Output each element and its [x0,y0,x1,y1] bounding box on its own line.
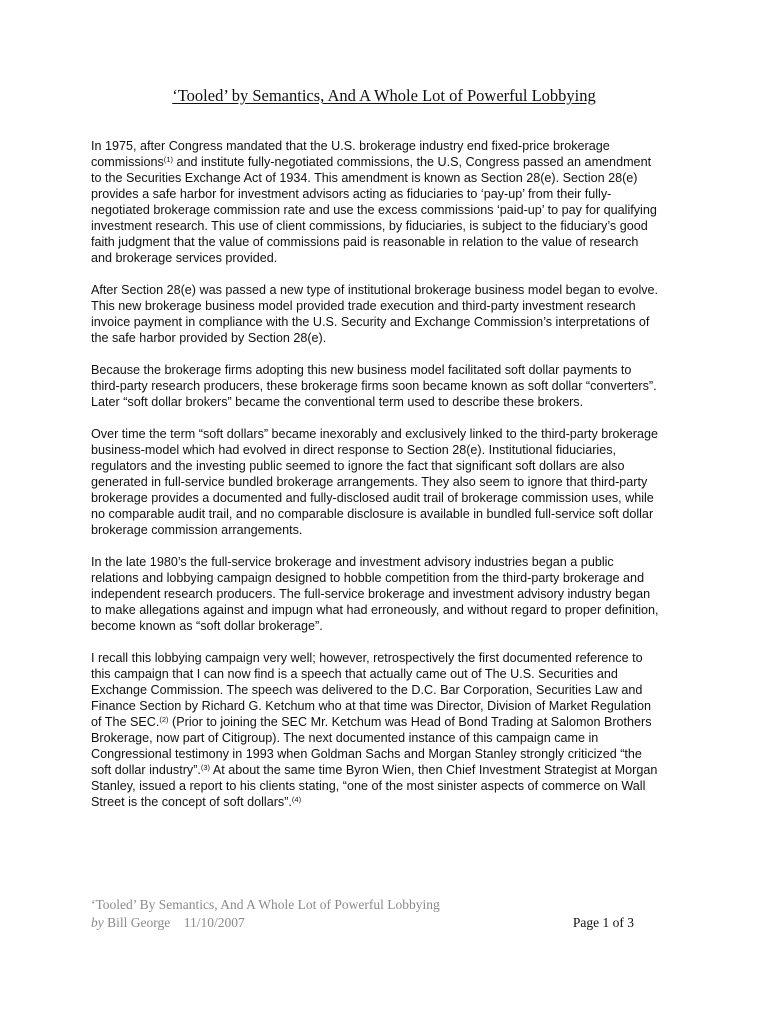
footer-title: ‘Tooled’ By Semantics, And A Whole Lot of Powerful Lobbying [91,897,440,912]
paragraph-1 [91,138,661,266]
paragraph-3: Because the brokerage firms adopting this new business model facilitated soft dollar payments to third-party research producers, these brokerage firms soon became known as soft dollar “converters”. Later “soft dollar brokers” became the conventional term used to describe these brokers. [91,363,657,409]
paragraph-1-text-a: In 1975, after Congress mandated that the U.S. brokerage industry end fixed-price brokerage commissions [91,139,610,169]
footnote-ref-4: (4) [291,795,302,804]
paragraph-1-text-b: and institute fully-negotiated commissions, the U.S, Congress passed an amendment to the Securities Exchange Act of 1934. This amendment is known as Section 28(e). Section 28(e) provides a safe harbor for investment advisors acting as fiduciaries to ‘pay-up’ from their fully-negotiated brokerage commission rate and use the excess commissions ‘paid-up’ to pay for qualifying investment research. This use of client commissions, by fiduciaries, is subject to the fiduciary’s good faith judgment that the value of commissions paid is reasonable in relation to the value of research and brokerage services provided. [91,155,657,265]
footnote-ref-2: (2) [159,715,169,724]
paragraph-6-text-b: (Prior to joining the SEC Mr. Ketchum was Head of Bond Trading at Salomon Brothers Brokerage, now part of Citigroup). The next documented instance of this campaign came in Congressional testimony in 1993 when Goldman Sachs and Morgan Stanley strongly criticized “the soft dollar industry”. [91,715,652,777]
footer-date: 11/10/2007 [183,915,245,930]
footnote-ref-1: (1) [163,155,173,164]
paragraph-4: Over time the term “soft dollars” became inexorably and exclusively linked to the third-party brokerage business-model which had evolved in direct response to Section 28(e). Institutional fiduciaries, regulators and the investing public seemed to ignore the fact that significant soft dollars are also generated in full-service bundled brokerage arrangements. They also seem to ignore that third-party brokerage provides a documented and fully-disclosed audit trail of brokerage commission uses, while no comparable audit trail, and no comparable disclosure is available in bundled full-service soft dollar brokerage commission arrangements. [91,427,658,537]
document-title: ‘Tooled’ by Semantics, And A Whole Lot of Powerful Lobbying [172,86,596,105]
footer-by: by [91,915,104,930]
paragraph-5: In the late 1980’s the full-service brokerage and investment advisory industries began a public relations and lobbying campaign designed to hobble competition from the third-party brokerage and independent research producers. The full-service brokerage and investment advisory industry began to make allegations against and impugn what had erroneously, and without regard to proper definition, become known as “soft dollar brokerage”. [91,555,659,633]
paragraph-2: After Section 28(e) was passed a new type of institutional brokerage business model began to evolve. This new brokerage business model provided trade execution and third-party investment research invoice payment in compliance with the U.S. Security and Exchange Commission’s interpretations of the safe harbor provided by Section 28(e). [91,283,659,345]
footer-author: Bill George [103,915,171,930]
document-body [91,138,661,826]
paragraph-6-text-a: I recall this lobbying campaign very well; however, retrospectively the first documented reference to this campaign that I can now find is a speech that actually came out of The U.S. Securities and Exchange Commission. The speech was delivered to the D.C. Bar Corporation, Securities Law and Finance Section by Richard G. Ketchum who at that time was Director, Division of Market Regulation of The SEC. [91,651,651,729]
footnote-ref-3: (3) [200,763,211,772]
page-number: Page 1 of 3 [572,915,634,930]
paragraph-6-text-c: At about the same time Byron Wien, then Chief Investment Strategist at Morgan Stanley, issued a report to his clients stating, “one of the most sinister aspects of commerce on Wall Street is the concept of soft dollars”. [91,763,658,809]
paragraph-6 [91,650,661,810]
footer-byline [91,914,634,932]
page-footer [91,896,634,932]
